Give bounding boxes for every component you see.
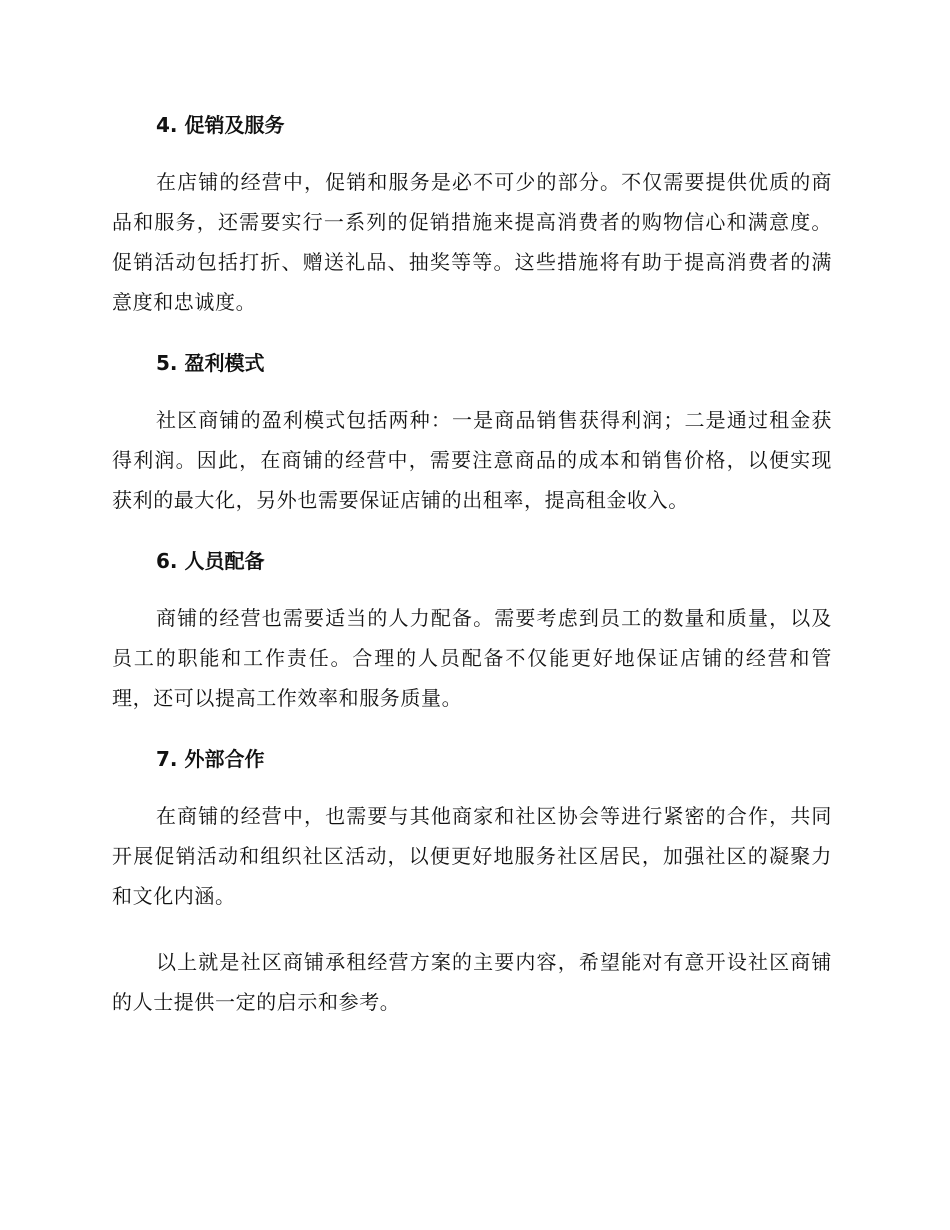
section-paragraph-promotion: 在店铺的经营中，促销和服务是必不可少的部分。不仅需要提供优质的商品和服务，还需要实行一系列的促销措施来提高消费者的购物信心和满意度。促销活动包括打折、赠送礼品、抽奖等等。这些措施将有助于提高消费者的满意度和忠诚度。	[112, 170, 832, 314]
section-heading-promotion: 4. 促销及服务	[156, 113, 285, 137]
section-paragraph-staffing: 商铺的经营也需要适当的人力配备。需要考虑到员工的数量和质量，以及员工的职能和工作责任。合理的人员配备不仅能更好地保证店铺的经营和管理，还可以提高工作效率和服务质量。	[112, 606, 832, 710]
section-paragraph-external-cooperation: 在商铺的经营中，也需要与其他商家和社区协会等进行紧密的合作，共同开展促销活动和组织社区活动，以便更好地服务社区居民，加强社区的凝聚力和文化内涵。	[112, 804, 832, 908]
document-body	[112, 110, 832, 1022]
section-heading-external-cooperation: 7. 外部合作	[156, 747, 265, 771]
section-paragraph-profit-model: 社区商铺的盈利模式包括两种：一是商品销售获得利润；二是通过租金获得利润。因此，在商铺的经营中，需要注意商品的成本和销售价格，以便实现获利的最大化，另外也需要保证店铺的出租率，提高租金收入。	[112, 408, 832, 512]
section-heading-staffing: 6. 人员配备	[156, 549, 265, 573]
conclusion-paragraph: 以上就是社区商铺承租经营方案的主要内容，希望能对有意开设社区商铺的人士提供一定的启示和参考。	[112, 950, 832, 1014]
section-heading-profit-model: 5. 盈利模式	[156, 351, 265, 375]
